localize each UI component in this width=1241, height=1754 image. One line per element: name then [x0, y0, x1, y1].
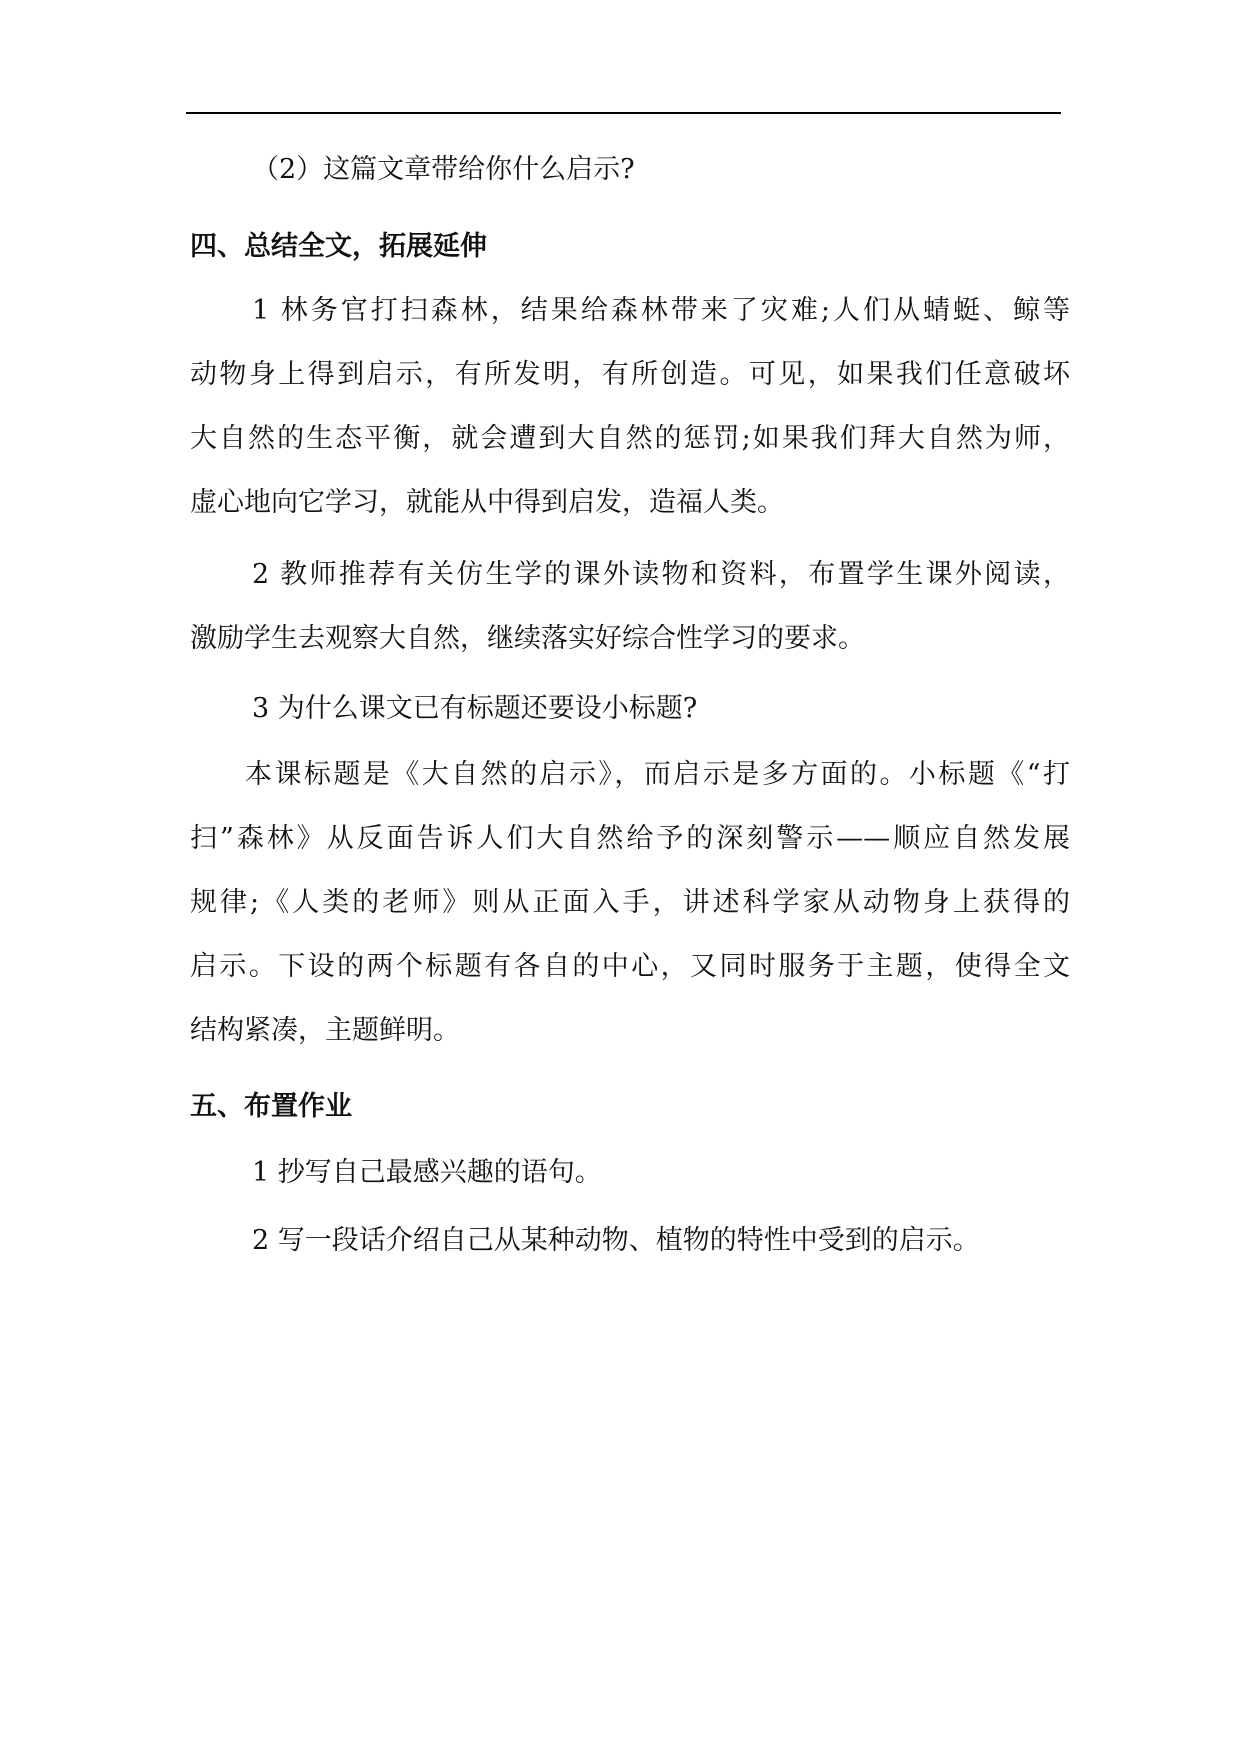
paragraph-4-line-2: 扫”森林》从反面告诉人们大自然给予的深刻警示——顺应自然发展	[190, 823, 1070, 854]
paragraph-2-line-1: 2 教师推荐有关仿生学的课外读物和资料，布置学生课外阅读，	[252, 559, 1070, 590]
paragraph-1-line-4: 虚心地向它学习，就能从中得到启发，造福人类。	[190, 487, 784, 518]
paragraph-1-line-1: 1 林务官打扫森林，结果给森林带来了灾难;人们从蜻蜓、鲸等	[252, 295, 1070, 326]
paragraph-2-line-2: 激励学生去观察大自然，继续落实好综合性学习的要求。	[190, 623, 865, 654]
section-heading-4: 四、总结全文，拓展延伸	[190, 231, 487, 262]
paragraph-4-line-1: 本课标题是《大自然的启示》，而启示是多方面的。小标题《“打	[245, 759, 1070, 790]
paragraph-4-line-5: 结构紧凑，主题鲜明。	[190, 1015, 460, 1046]
header-rule	[186, 112, 1061, 114]
paragraph-4-line-4: 启示。下设的两个标题有各自的中心，又同时服务于主题，使得全文	[190, 951, 1070, 982]
paragraph-1-line-3: 大自然的生态平衡，就会遭到大自然的惩罚;如果我们拜大自然为师，	[190, 423, 1070, 454]
paragraph-4-line-3: 规律;《人类的老师》则从正面入手，讲述科学家从动物身上获得的	[190, 887, 1070, 918]
question-2: （2）这篇文章带给你什么启示?	[252, 154, 635, 185]
paragraph-3-question: 3 为什么课文已有标题还要设小标题?	[252, 693, 698, 724]
section-heading-5: 五、布置作业	[190, 1091, 352, 1122]
paragraph-1-line-2: 动物身上得到启示，有所发明，有所创造。可见，如果我们任意破坏	[190, 359, 1070, 390]
homework-item-1: 1 抄写自己最感兴趣的语句。	[252, 1157, 602, 1188]
homework-item-2: 2 写一段话介绍自己从某种动物、植物的特性中受到的启示。	[252, 1225, 980, 1256]
